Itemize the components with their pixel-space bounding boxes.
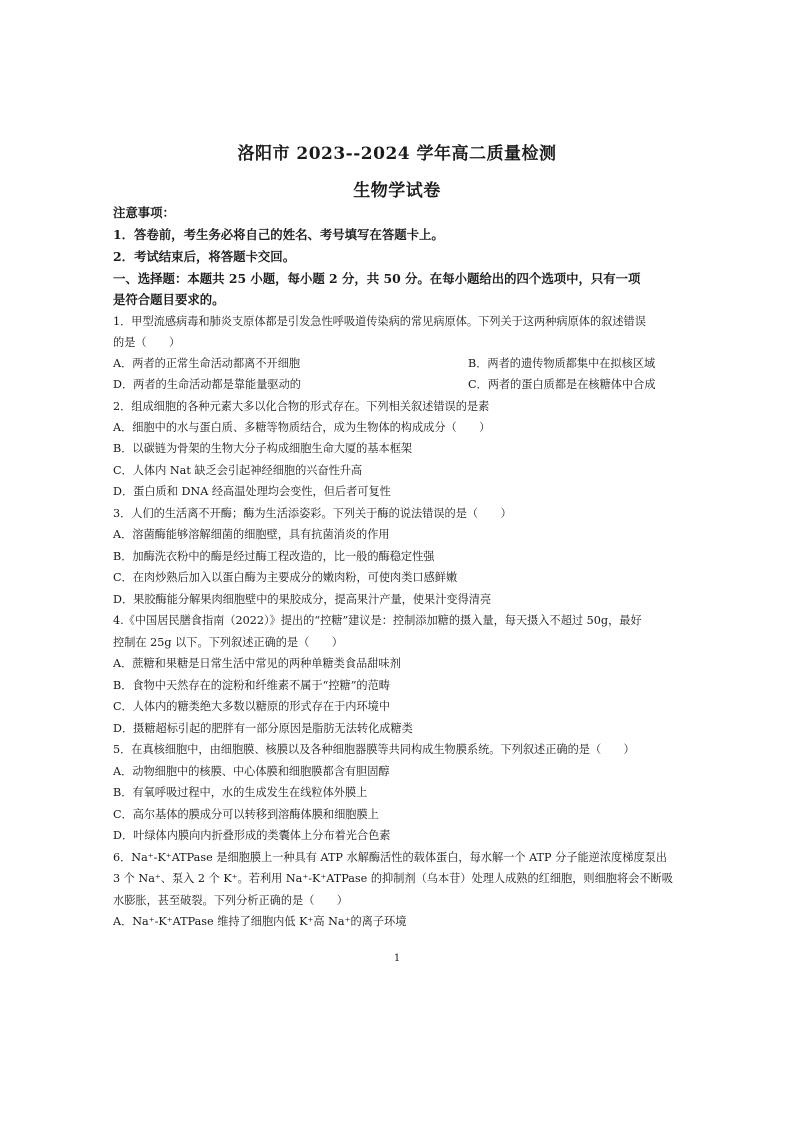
question-stem: 的是（ ）: [113, 336, 181, 349]
page-number: 1: [393, 953, 401, 964]
option-c: C．人体内 Nat 缺乏会引起神经细胞的兴奋性升高: [113, 464, 363, 477]
option-a: A．细胞中的水与蛋白质、多糖等物质结合，成为生物体的构成成分（ ）: [113, 421, 491, 434]
option-a: A．两者的正常生命活动都离不开细胞: [113, 357, 301, 370]
option-c: C．两者的蛋白质都是在核糖体中合成: [468, 378, 656, 391]
option-b: B．加酶洗衣粉中的酶是经过酶工程改造的，比一般的酶稳定性强: [113, 550, 435, 563]
option-b: B．有氧呼吸过程中，水的生成发生在线粒体外膜上: [113, 786, 368, 799]
notice-heading: 注意事项：: [113, 205, 175, 220]
option-c: C．人体内的糖类绝大多数以糖原的形式存在于内环境中: [113, 700, 391, 713]
exam-title: 洛阳市 2023--2024 学年高二质量检测: [237, 144, 557, 164]
option-d: D．果胶酶能分解果肉细胞壁中的果胶成分，提高果汁产量，使果汁变得清亮: [113, 593, 492, 606]
option-d: D．两者的生命活动都是靠能量驱动的: [113, 378, 301, 391]
option-c: C．高尔基体的膜成分可以转移到溶酶体膜和细胞膜上: [113, 808, 379, 821]
option-c: C．在肉炒熟后加入以蛋白酶为主要成分的嫩肉粉，可使肉类口感鲜嫩: [113, 571, 458, 584]
section-heading: 一、选择题：本题共 25 小题，每小题 2 分，共 50 分。在每小题给出的四个选项中，只有一项: [113, 271, 641, 286]
option-d: D．叶绿体内膜向内折叠形成的类囊体上分布着光合色素: [113, 829, 391, 842]
notice-item: 2．考试结束后，将答题卡交回。: [113, 249, 296, 264]
option-row: [113, 356, 693, 372]
question-stem: 1．甲型流感病毒和肺炎支原体都是引发急性呼吸道传染病的常见病原体。下列关于这两种病原体的叙述错误: [113, 315, 646, 328]
section-heading-cont: 是符合题目要求的。: [113, 292, 225, 307]
notice-item: 1．答卷前，考生务必将自己的姓名、考号填写在答题卡上。: [113, 227, 444, 242]
question-stem: 5．在真核细胞中，由细胞膜、核膜以及各种细胞器膜等共同构成生物膜系统。下列叙述正确的是（ ）: [113, 743, 635, 756]
question-stem: 水膨胀，甚至破裂。下列分析正确的是（ ）: [113, 894, 348, 907]
option-a: A．蔗糖和果糖是日常生活中常见的两种单糖类食品甜味剂: [113, 657, 401, 670]
option-a: A．溶菌酶能够溶解细菌的细胞壁，具有抗菌消炎的作用: [113, 528, 390, 541]
question-stem: 6．Na⁺-K⁺ATPase 是细胞膜上一种具有 ATP 水解酶活性的载体蛋白，每水解一个 ATP 分子能逆浓度梯度泵出: [113, 851, 667, 864]
option-row: [113, 377, 693, 393]
option-b: B．两者的遗传物质都集中在拟核区域: [468, 357, 656, 370]
option-d: D．摄糖超标引起的肥胖有一部分原因是脂肪无法转化成糖类: [113, 722, 413, 735]
option-a: A．动物细胞中的核膜、中心体膜和细胞膜都含有胆固醇: [113, 765, 390, 778]
question-stem: 3．人们的生活离不开酶；酶为生活添姿彩。下列关于酶的说法错误的是（ ）: [113, 507, 512, 520]
option-a: A．Na⁺-K⁺ATPase 维持了细胞内低 K⁺高 Na⁺的离子环境: [113, 915, 407, 928]
question-stem: 控制在 25g 以下。下列叙述正确的是（ ）: [113, 636, 343, 649]
question-stem: 4.《中国居民膳食指南（2022）》提出的“控糖”建议是：控制添加糖的摄入量，每天摄入不超过 50g，最好: [113, 614, 642, 627]
option-d: D．蛋白质和 DNA 经高温处理均会变性，但后者可复性: [113, 485, 391, 498]
exam-subtitle: 生物学试卷: [353, 181, 441, 201]
question-stem: 3 个 Na⁺、泵入 2 个 K⁺。若利用 Na⁺-K⁺ATPase 的抑制剂（乌本苷）处理人成熟的红细胞，则细胞将会不断吸: [113, 872, 673, 885]
option-b: B．以碳链为骨架的生物大分子构成细胞生命大厦的基本框架: [113, 442, 413, 455]
option-b: B．食物中天然存在的淀粉和纤维素不属于“控糖”的范畴: [113, 679, 390, 692]
question-stem: 2．组成细胞的各种元素大多以化合物的形式存在。下列相关叙述错误的是素: [113, 400, 490, 413]
